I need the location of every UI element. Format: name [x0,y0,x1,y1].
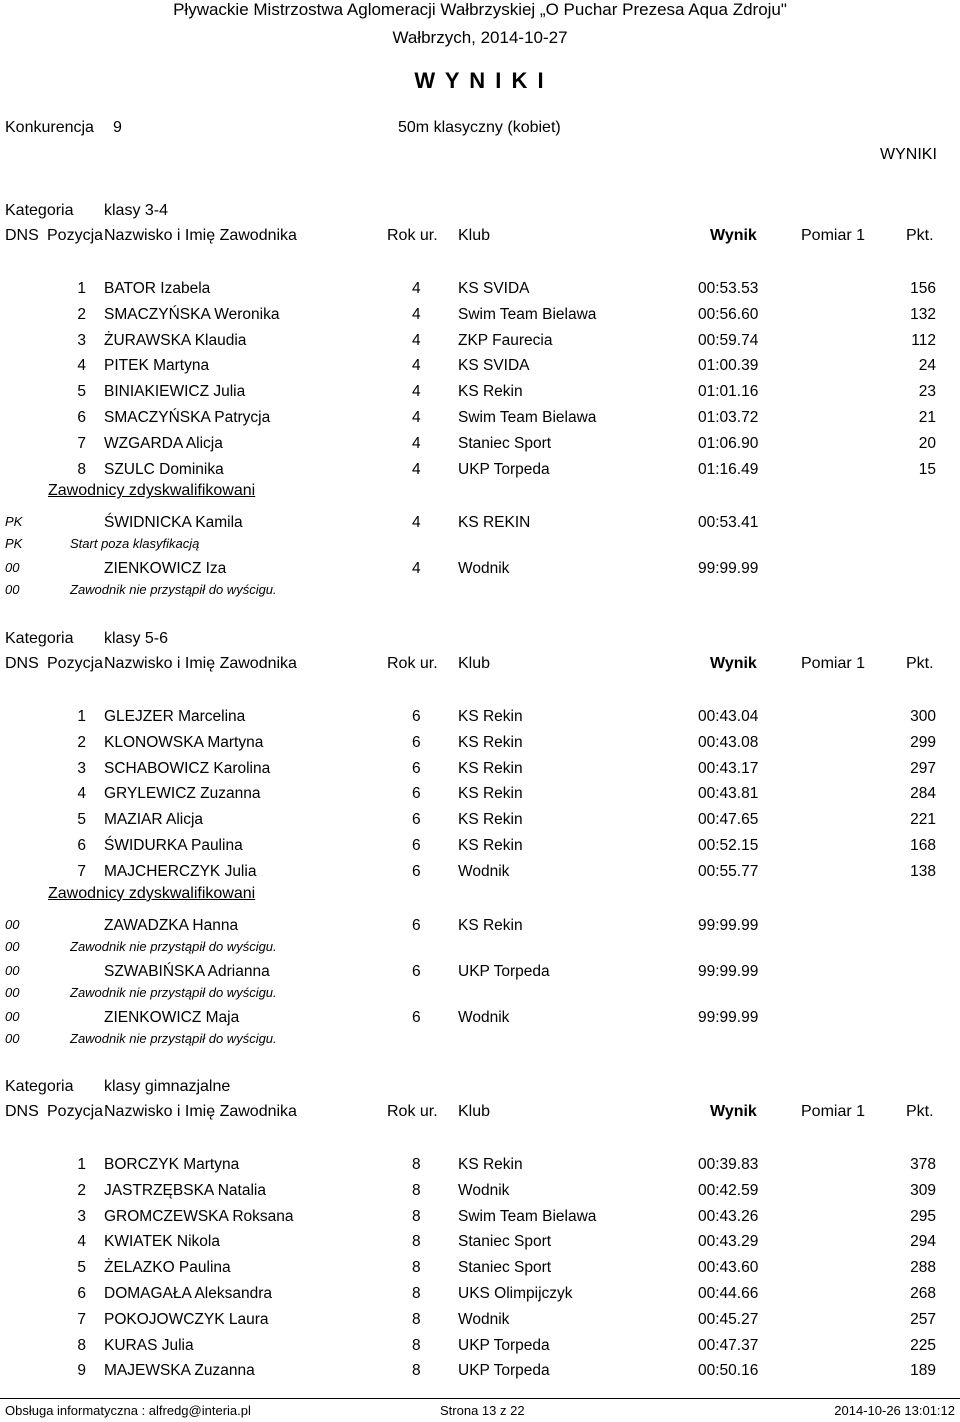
column-header-year: Rok ur. [387,227,438,244]
competition-title: Pływackie Mistrzostwa Aglomeracji Wałbrzyskiej „O Puchar Prezesa Aqua Zdroju" [173,0,787,19]
page-footer [0,1398,960,1422]
dq-code: 00 [5,1008,20,1024]
athlete-name: DOMAGAŁA Aleksandra [104,1285,272,1302]
birth-year: 8 [412,1285,421,1302]
result-position: 3 [77,331,86,349]
event-name: 50m klasyczny (kobiet) [398,119,561,136]
result-time: 00:42.59 [698,1181,759,1199]
birth-year: 8 [412,1259,421,1277]
column-header-position: Pozycja [47,1103,104,1120]
birth-year: 4 [412,434,421,452]
result-time: 99:99.99 [698,560,759,578]
athlete-name: KWIATEK Nikola [104,1233,220,1251]
athlete-name: ŚWIDURKA Paulina [104,837,243,854]
disqualified-heading: Zawodnicy zdyskwalifikowani [48,884,256,902]
birth-year: 4 [412,280,421,297]
result-time: 00:47.65 [698,811,759,829]
points: 21 [918,409,936,426]
results-title: W Y N I K I [414,68,546,93]
athlete-name: SZWABIŃSKA Adrianna [104,962,270,980]
club-name: ZKP Faurecia [458,331,553,349]
athlete-name: WZGARDA Alicja [104,434,223,452]
result-position: 5 [77,383,86,401]
column-header-club: Klub [458,227,491,244]
result-position: 3 [77,759,86,777]
column-header-result: Wynik [710,655,757,672]
club-name: Staniec Sport [458,1233,552,1251]
category-name: klasy 3-4 [104,202,169,219]
dq-code: PK [5,514,23,530]
result-time: 99:99.99 [698,962,759,980]
disqualified-row [0,1009,960,1033]
athlete-name: KURAS Julia [104,1336,194,1354]
result-time: 00:43.26 [698,1207,759,1225]
athlete-name: MAZIAR Alicja [104,811,204,829]
birth-year: 6 [412,811,421,829]
result-position: 1 [77,708,86,725]
birth-year: 6 [412,785,421,803]
result-position: 1 [77,1156,86,1173]
points: 295 [910,1207,936,1225]
club-name: KS SVIDA [458,357,530,375]
column-header-club: Klub [458,655,491,672]
points: 20 [918,434,936,452]
points: 189 [910,1362,936,1380]
athlete-name: GLEJZER Marcelina [104,708,246,725]
athlete-name: ŚWIDNICKA Kamila [104,514,243,532]
points: 112 [911,331,936,349]
club-name: KS Rekin [458,733,523,751]
result-row [0,863,960,887]
athlete-name: GROMCZEWSKA Roksana [104,1207,294,1225]
result-position: 7 [77,862,86,880]
disqualified-row [0,560,960,584]
birth-year: 6 [412,759,421,777]
result-time: 00:43.17 [698,759,759,777]
birth-year: 6 [412,837,421,854]
result-position: 4 [77,357,86,375]
points: 15 [918,460,936,478]
result-row [0,1311,960,1335]
points: 309 [910,1181,936,1199]
points: 132 [910,305,936,323]
birth-year: 8 [412,1156,421,1173]
dq-code: 00 [5,962,20,978]
athlete-name: BATOR Izabela [104,280,211,297]
athlete-name: SZULC Dominika [104,460,224,478]
disqualified-row [0,963,960,987]
column-header-dns: DNS [5,1103,39,1120]
result-time: 99:99.99 [698,1008,759,1026]
event-number: 9 [113,119,122,136]
column-header-points: Pkt. [906,655,934,672]
result-position: 8 [77,1336,86,1354]
club-name: KS Rekin [458,785,523,803]
athlete-name: KLONOWSKA Martyna [104,733,264,751]
category-name: klasy 5-6 [104,630,169,647]
points: 24 [918,357,936,375]
athlete-name: MAJCHERCZYK Julia [104,862,257,880]
dq-note: Zawodnik nie przystąpił do wyścigu. [70,938,277,954]
column-header-name: Nazwisko i Imię Zawodnika [104,1103,297,1120]
result-row [0,1259,960,1283]
column-header-dns: DNS [5,655,39,672]
disqualified-heading: Zawodnicy zdyskwalifikowani [48,482,256,500]
dq-note: Zawodnik nie przystąpił do wyścigu. [70,1030,277,1046]
athlete-name: ŻURAWSKA Klaudia [104,331,247,349]
birth-year: 8 [412,1362,421,1380]
result-position: 2 [77,733,86,751]
athlete-name: PITEK Martyna [104,357,210,375]
club-name: Wodnik [458,862,510,880]
result-time: 99:99.99 [698,916,759,934]
club-name: Wodnik [458,560,510,578]
athlete-name: ZIENKOWICZ Iza [104,560,227,578]
club-name: KS SVIDA [458,280,530,297]
club-name: KS Rekin [458,383,523,401]
birth-year: 8 [412,1181,421,1199]
result-row [0,357,960,381]
birth-year: 4 [412,357,421,375]
column-header-year: Rok ur. [387,655,438,672]
event-type: WYNIKI [880,146,937,163]
column-header-dns: DNS [5,227,39,244]
birth-year: 8 [412,1336,421,1354]
column-header-measure: Pomiar 1 [801,227,866,244]
club-name: KS Rekin [458,811,523,829]
points: 268 [910,1285,936,1302]
column-header-club: Klub [458,1103,491,1120]
result-row [0,811,960,835]
result-row [0,332,960,356]
athlete-name: SMACZYŃSKA Weronika [104,305,280,323]
result-row [0,461,960,485]
club-name: Swim Team Bielawa [458,1207,597,1225]
athlete-name: ZAWADZKA Hanna [104,916,239,934]
birth-year: 4 [412,560,421,578]
points: 221 [910,811,936,829]
result-time: 00:43.60 [698,1259,759,1277]
result-position: 1 [77,280,86,297]
category-label: Kategoria [5,630,74,647]
result-row [0,1156,960,1180]
points: 138 [910,862,936,880]
club-name: KS Rekin [458,1156,523,1173]
result-row [0,409,960,433]
club-name: Staniec Sport [458,434,552,452]
footer-timestamp: 2014-10-26 13:01:12 [834,1403,955,1418]
points: 23 [918,383,936,401]
birth-year: 6 [412,962,421,980]
points: 294 [910,1233,936,1251]
result-time: 00:45.27 [698,1310,759,1328]
athlete-name: BORCZYK Martyna [104,1156,240,1173]
club-name: UKP Torpeda [458,1362,550,1380]
column-header-position: Pozycja [47,227,104,244]
column-header-result: Wynik [710,227,757,244]
points: 300 [910,708,936,725]
result-time: 00:43.81 [698,785,759,803]
club-name: Wodnik [458,1310,510,1328]
club-name: Wodnik [458,1181,510,1199]
result-row [0,383,960,407]
result-position: 9 [77,1362,86,1380]
result-position: 7 [77,434,86,452]
points: 168 [910,837,936,854]
result-position: 2 [77,305,86,323]
column-header-name: Nazwisko i Imię Zawodnika [104,655,297,672]
result-row [0,1233,960,1257]
column-header-year: Rok ur. [387,1103,438,1120]
birth-year: 4 [412,514,421,532]
athlete-name: ZIENKOWICZ Maja [104,1008,240,1026]
athlete-name: SMACZYŃSKA Patrycja [104,409,271,426]
footer-contact: Obsługa informatyczna : alfredg@interia.pl [5,1403,251,1418]
club-name: UKP Torpeda [458,1336,550,1354]
category-label: Kategoria [5,202,74,219]
result-row [0,734,960,758]
result-row [0,1337,960,1361]
event-label: Konkurencja [5,119,94,136]
result-time: 00:56.60 [698,305,759,323]
result-position: 5 [77,811,86,829]
result-position: 8 [77,460,86,478]
result-time: 00:55.77 [698,862,759,880]
result-row [0,435,960,459]
result-time: 00:53.41 [698,514,759,532]
result-time: 00:53.53 [698,280,759,297]
points: 297 [910,759,936,777]
points: 288 [910,1259,936,1277]
birth-year: 4 [412,409,421,426]
birth-year: 6 [412,1008,421,1026]
athlete-name: JASTRZĘBSKA Natalia [104,1181,266,1199]
points: 299 [910,733,936,751]
dq-note-code: PK [5,536,23,552]
birth-year: 8 [412,1233,421,1251]
dq-note-code: 00 [5,582,20,598]
dq-note-code: 00 [5,984,20,1000]
club-name: Swim Team Bielawa [458,409,597,426]
result-time: 00:44.66 [698,1285,759,1302]
category-name: klasy gimnazjalne [104,1078,231,1095]
result-row [0,708,960,732]
result-time: 00:43.04 [698,708,759,725]
result-time: 01:16.49 [698,460,759,478]
column-header-position: Pozycja [47,655,104,672]
disqualified-row [0,917,960,941]
dq-note: Zawodnik nie przystąpił do wyścigu. [70,582,277,598]
dq-note-code: 00 [5,938,20,954]
result-position: 2 [77,1181,86,1199]
club-name: KS Rekin [458,837,523,854]
club-name: KS Rekin [458,916,523,934]
athlete-name: POKOJOWCZYK Laura [104,1310,269,1328]
result-time: 00:52.15 [698,837,759,854]
result-position: 6 [77,1285,86,1302]
result-position: 4 [77,1233,86,1251]
club-name: KS Rekin [458,708,523,725]
result-time: 00:59.74 [698,331,759,349]
club-name: Swim Team Bielawa [458,305,597,323]
club-name: KS REKIN [458,514,531,532]
result-row [0,1182,960,1206]
result-time: 00:47.37 [698,1336,759,1354]
birth-year: 6 [412,916,421,934]
column-header-measure: Pomiar 1 [801,1103,866,1120]
dq-code: 00 [5,560,20,576]
club-name: UKP Torpeda [458,962,550,980]
column-header-points: Pkt. [906,1103,934,1120]
result-position: 6 [77,409,86,426]
result-time: 01:06.90 [698,434,759,452]
result-time: 00:43.29 [698,1233,759,1251]
result-row [0,1208,960,1232]
result-time: 00:50.16 [698,1362,759,1380]
column-header-points: Pkt. [906,227,934,244]
birth-year: 6 [412,733,421,751]
column-header-name: Nazwisko i Imię Zawodnika [104,227,297,244]
result-row [0,760,960,784]
dq-note: Start poza klasyfikacją [70,536,200,552]
club-name: Staniec Sport [458,1259,552,1277]
birth-year: 4 [412,460,421,478]
category-label: Kategoria [5,1078,74,1095]
athlete-name: BINIAKIEWICZ Julia [104,383,246,401]
result-position: 4 [77,785,86,803]
competition-place-date: Wałbrzych, 2014-10-27 [392,28,568,47]
birth-year: 6 [412,862,421,880]
birth-year: 4 [412,331,421,349]
points: 156 [910,280,936,297]
result-position: 6 [77,837,86,854]
dq-note-code: 00 [5,1030,20,1046]
club-name: Wodnik [458,1008,510,1026]
result-row [0,1285,960,1309]
column-header-result: Wynik [710,1103,757,1120]
result-time: 01:01.16 [698,383,759,401]
birth-year: 4 [412,305,421,323]
points: 225 [910,1336,936,1354]
points: 284 [910,785,936,803]
birth-year: 6 [412,708,421,725]
birth-year: 4 [412,383,421,401]
result-time: 01:03.72 [698,409,759,426]
athlete-name: MAJEWSKA Zuzanna [104,1362,255,1380]
points: 378 [910,1156,936,1173]
dq-code: 00 [5,916,20,932]
result-row [0,785,960,809]
birth-year: 8 [412,1207,421,1225]
athlete-name: SCHABOWICZ Karolina [104,759,271,777]
athlete-name: ŻELAZKO Paulina [104,1259,231,1277]
footer-page-number: Strona 13 z 22 [440,1403,525,1418]
birth-year: 8 [412,1310,421,1328]
result-position: 7 [77,1310,86,1328]
result-time: 00:39.83 [698,1156,759,1173]
result-row [0,837,960,861]
disqualified-row [0,514,960,538]
result-time: 00:43.08 [698,733,759,751]
result-time: 01:00.39 [698,357,759,375]
points: 257 [910,1310,936,1328]
club-name: UKS Olimpijczyk [458,1285,573,1302]
column-header-measure: Pomiar 1 [801,655,866,672]
dq-note: Zawodnik nie przystąpił do wyścigu. [70,984,277,1000]
result-position: 3 [77,1207,86,1225]
result-row [0,280,960,304]
club-name: UKP Torpeda [458,460,550,478]
result-row [0,306,960,330]
result-position: 5 [77,1259,86,1277]
result-row [0,1362,960,1386]
athlete-name: GRYLEWICZ Zuzanna [104,785,261,803]
club-name: KS Rekin [458,759,523,777]
